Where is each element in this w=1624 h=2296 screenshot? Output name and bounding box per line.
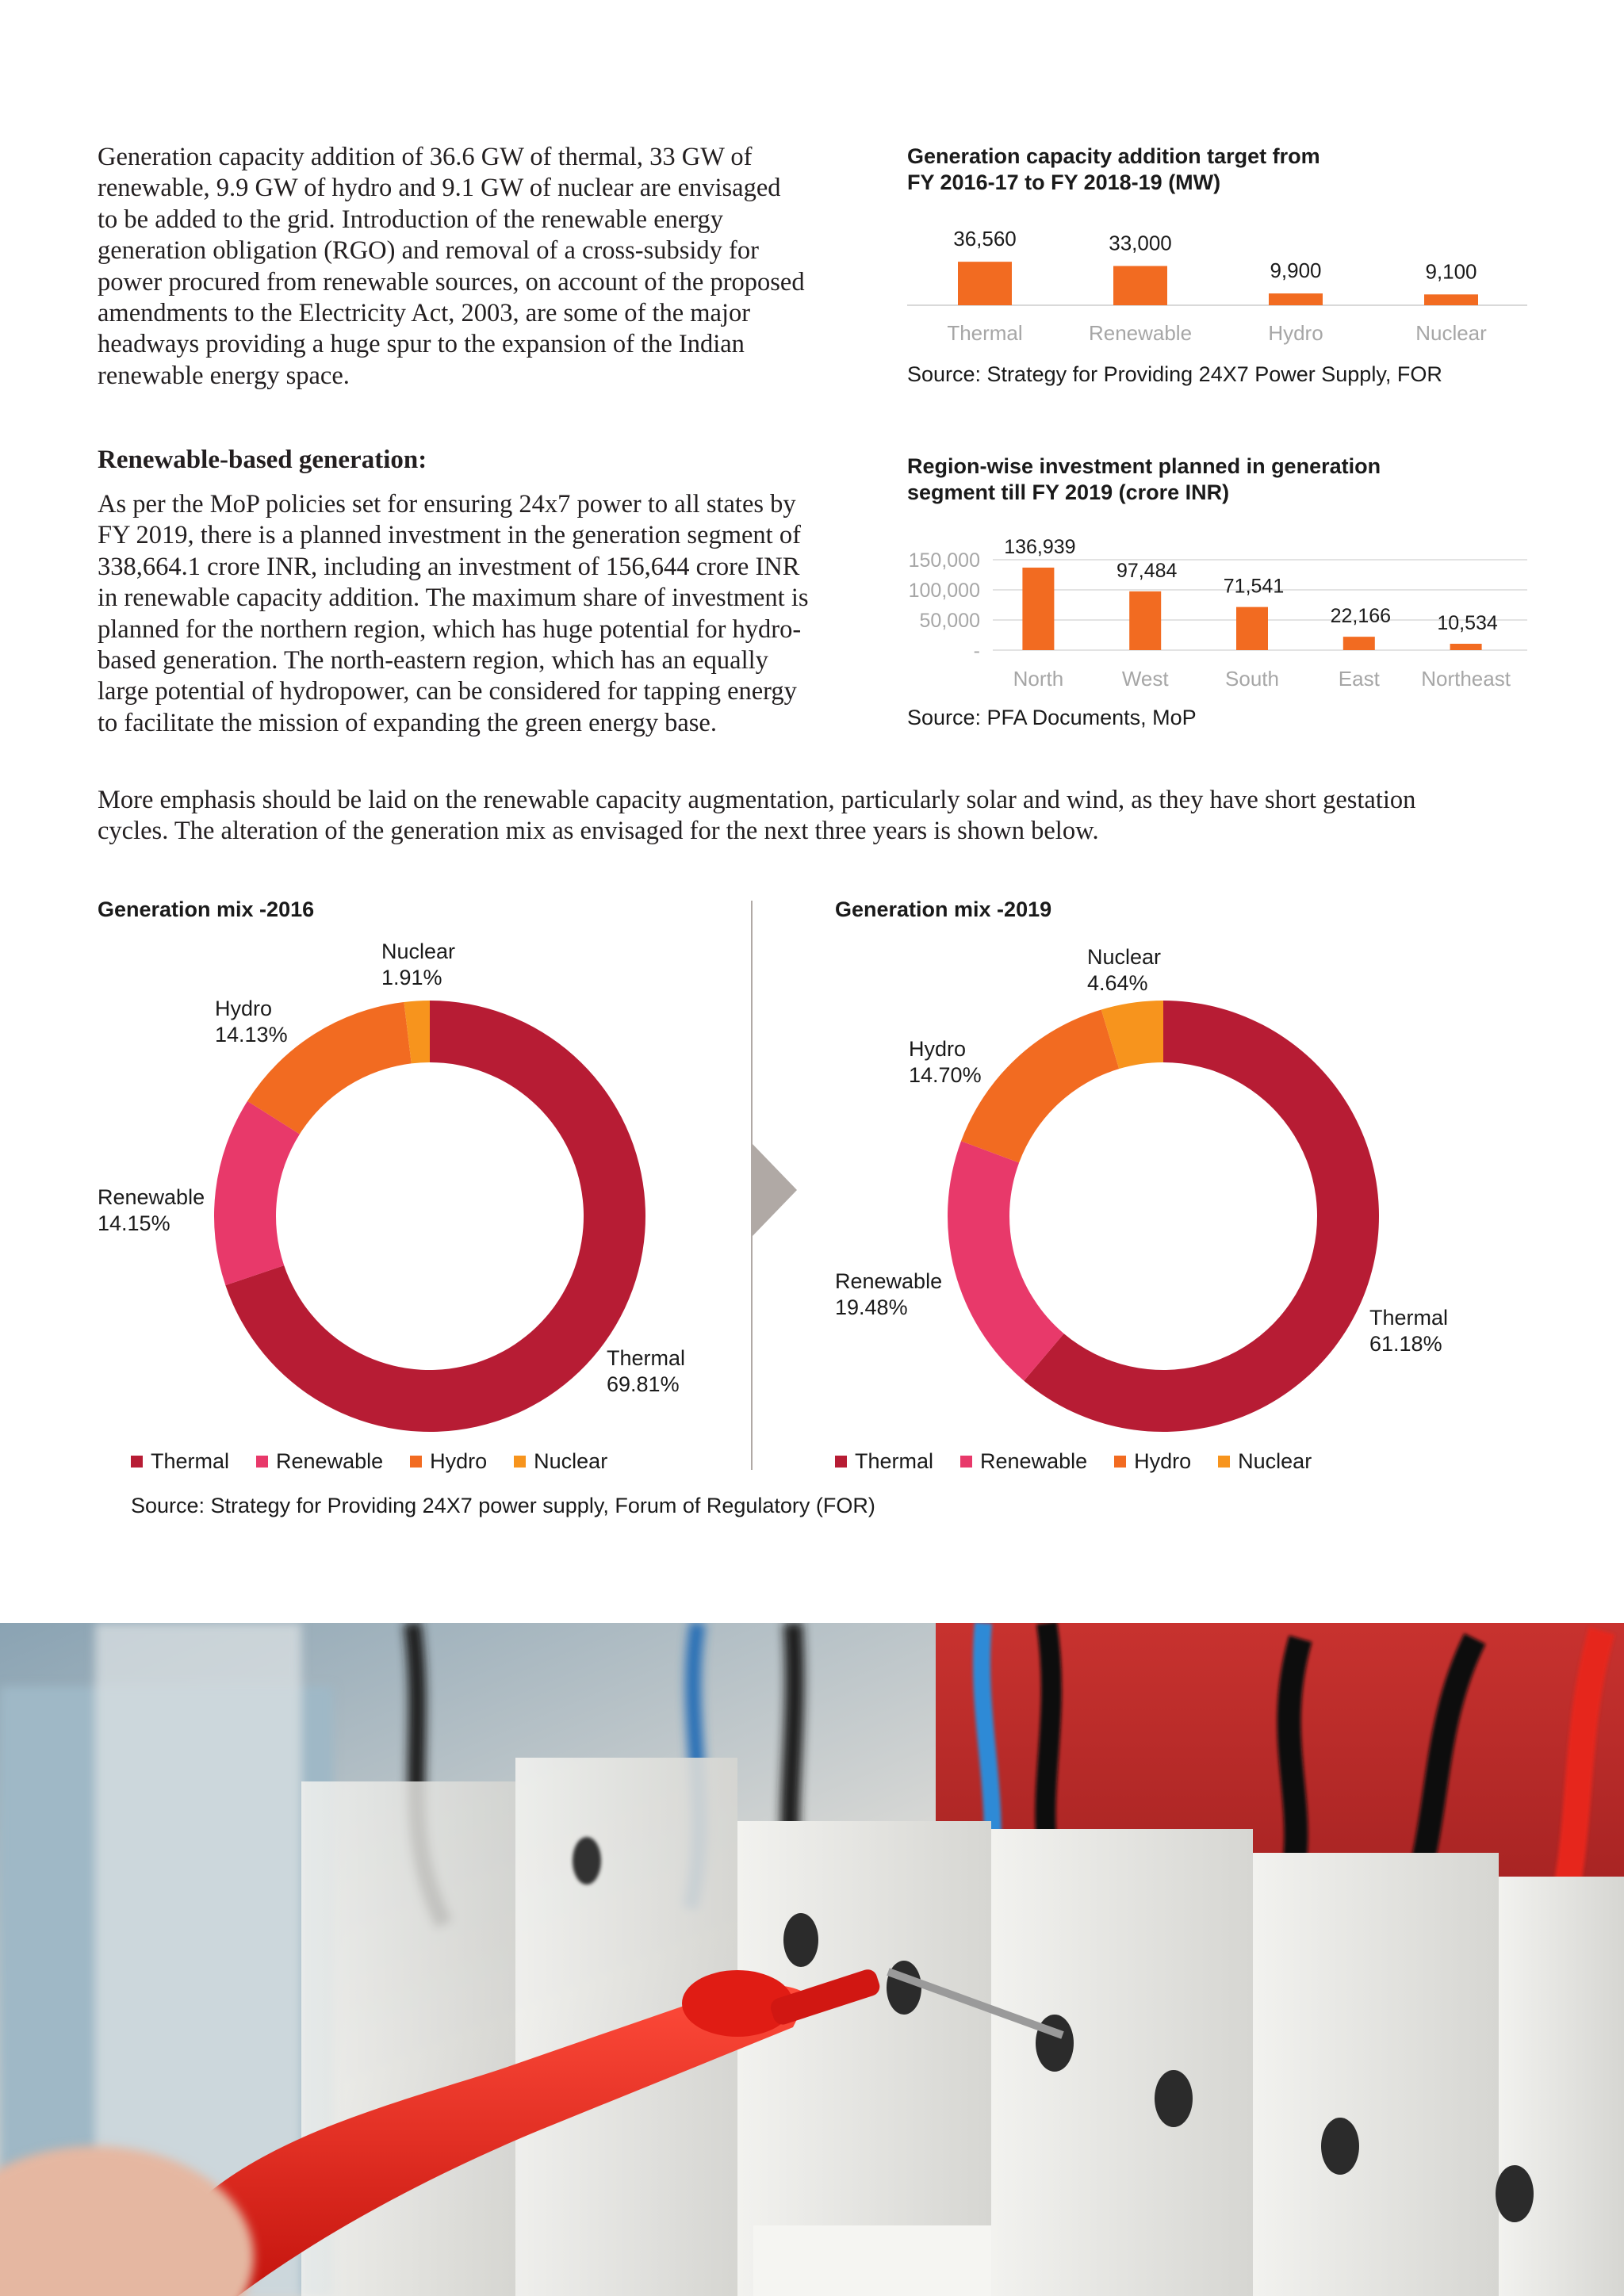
- investment-y-tick-label: 150,000: [908, 549, 980, 572]
- mix-2016-thermal-name: Thermal: [607, 1346, 686, 1370]
- renewable-section-heading: Renewable-based generation:: [98, 446, 427, 474]
- investment-y-tick-label: 50,000: [919, 610, 980, 632]
- electrician-multimeter-probe-photo-icon: [0, 1623, 1624, 2296]
- intro-line: power procured from renewable sources, on account of the proposed: [98, 267, 805, 297]
- renewable-line: to facilitate the mission of expanding the green energy base.: [98, 708, 717, 737]
- intro-line: headways providing a huge spur to the expansion of the Indian: [98, 330, 745, 359]
- legend-item-hydro: [410, 1449, 487, 1474]
- investment-chart-title-line: Region-wise investment planned in generation: [907, 454, 1381, 478]
- mix-2016-renewable-value: 14.15%: [98, 1211, 170, 1235]
- transition-arrow-icon: [753, 1144, 797, 1236]
- investment-source: Source: PFA Documents, MoP: [907, 706, 1197, 729]
- emphasis-line: More emphasis should be laid on the renewable capacity augmentation, particularly solar and wind, as they have short gestation: [98, 786, 1416, 814]
- legend-label: Thermal: [855, 1449, 934, 1473]
- mix-2019-hydro-value: 14.70%: [909, 1063, 982, 1087]
- mix-2019-thermal-value: 61.18%: [1369, 1332, 1442, 1356]
- intro-line: generation obligation (RGO) and removal of a cross-subsidy for: [98, 236, 759, 266]
- mix-2019-legend: [835, 1449, 1339, 1474]
- renewable-line: As per the MoP policies set for ensuring 24x7 power to all states by: [98, 490, 796, 519]
- renewable-swatch-icon: [256, 1456, 268, 1468]
- capacity-chart-title-line: Generation capacity addition target from: [907, 144, 1320, 168]
- investment-value-label: 10,534: [1437, 611, 1498, 634]
- investment-category-label: Northeast: [1421, 667, 1511, 691]
- legend-item-nuclear: [514, 1449, 607, 1474]
- renewable-line: in renewable capacity addition. The maximum share of investment is: [98, 584, 809, 613]
- renewable-line: planned for the northern region, which has huge potential for hydro-: [98, 614, 802, 644]
- capacity-bar: [958, 262, 1012, 305]
- mix-2016-nuclear-name: Nuclear: [381, 939, 456, 963]
- mix-2016-thermal-label: [607, 1345, 685, 1398]
- mix-2019-hydro-name: Hydro: [909, 1037, 967, 1061]
- capacity-chart-title-line: FY 2016-17 to FY 2018-19 (MW): [907, 170, 1221, 194]
- mix-2016-renewable-name: Renewable: [98, 1185, 205, 1209]
- mix-2016-nuclear-value: 1.91%: [381, 966, 442, 989]
- thermal-swatch-icon: [835, 1456, 847, 1468]
- mix-2016-legend: [131, 1449, 634, 1474]
- intro-line: amendments to the Electricity Act, 2003, are some of the major: [98, 299, 751, 328]
- renewable-line: based generation. The north-eastern region, which has an equally: [98, 646, 768, 675]
- investment-chart-title: [907, 453, 1381, 506]
- investment-bar: [1236, 607, 1268, 650]
- capacity-value-label: 33,000: [1109, 231, 1172, 255]
- legend-label: Nuclear: [1238, 1449, 1312, 1473]
- investment-value-label: 71,541: [1223, 575, 1285, 598]
- mix-2016-hydro-value: 14.13%: [215, 1023, 288, 1047]
- mix-2019-renewable-value: 19.48%: [835, 1295, 908, 1319]
- capacity-value-label: 36,560: [953, 227, 1017, 251]
- legend-label: Hydro: [1134, 1449, 1192, 1473]
- legend-item-thermal: [131, 1449, 229, 1474]
- mix-2016-hydro-label: [215, 996, 288, 1048]
- intro-line: Generation capacity addition of 36.6 GW of thermal, 33 GW of: [98, 143, 753, 171]
- thermal-swatch-icon: [131, 1456, 143, 1468]
- capacity-source: Source: Strategy for Providing 24X7 Power Supply, FOR: [907, 362, 1442, 386]
- investment-bar: [1450, 644, 1482, 650]
- mix-2016-thermal-value: 69.81%: [607, 1372, 680, 1396]
- investment-value-label: 22,166: [1330, 605, 1392, 628]
- mix-2016-hydro-name: Hydro: [215, 997, 273, 1020]
- investment-value-label: 97,484: [1116, 559, 1178, 582]
- mix-2019-nuclear-value: 4.64%: [1087, 971, 1148, 995]
- nuclear-swatch-icon: [514, 1456, 526, 1468]
- investment-category-label: East: [1338, 667, 1380, 691]
- mix-2019-thermal-name: Thermal: [1369, 1306, 1449, 1330]
- renewable-paragraph: [98, 489, 809, 739]
- capacity-bar: [1269, 293, 1323, 305]
- investment-bar: [1129, 591, 1161, 650]
- mix-2019-hydro-label: [909, 1036, 982, 1089]
- intro-line: renewable energy space.: [98, 361, 350, 390]
- legend-label: Thermal: [151, 1449, 230, 1473]
- legend-label: Nuclear: [534, 1449, 608, 1473]
- investment-y-tick-label: -: [973, 640, 980, 662]
- mix-2019-renewable-name: Renewable: [835, 1269, 943, 1293]
- renewable-line: large potential of hydropower, can be considered for tapping energy: [98, 677, 797, 706]
- hydro-swatch-icon: [410, 1456, 422, 1468]
- investment-category-label: South: [1225, 667, 1279, 691]
- legend-item-renewable: [960, 1449, 1087, 1474]
- mix-2016-renewable-label: [98, 1184, 205, 1237]
- legend-label: Renewable: [980, 1449, 1088, 1473]
- investment-category-label: West: [1121, 667, 1169, 691]
- capacity-category-label: Thermal: [947, 321, 1023, 345]
- mix-2019-nuclear-label: [1087, 944, 1161, 997]
- emphasis-line: cycles. The alteration of the generation mix as envisaged for the next three years is shown below.: [98, 817, 1099, 846]
- renewable-swatch-icon: [960, 1456, 972, 1468]
- investment-chart-title-line: segment till FY 2019 (crore INR): [907, 480, 1230, 504]
- intro-line: to be added to the grid. Introduction of the renewable energy: [98, 205, 724, 234]
- donut-slice-hydro: [961, 1009, 1119, 1162]
- hydro-swatch-icon: [1114, 1456, 1126, 1468]
- investment-y-tick-label: 100,000: [908, 580, 980, 602]
- capacity-chart-title: [907, 144, 1320, 196]
- intro-line: renewable, 9.9 GW of hydro and 9.1 GW of nuclear are envisaged: [98, 174, 781, 203]
- mix-2019-donut-chart: [946, 999, 1381, 1433]
- mix-2019-title: Generation mix -2019: [835, 897, 1052, 921]
- legend-label: Renewable: [276, 1449, 384, 1473]
- mix-2016-title: Generation mix -2016: [98, 897, 315, 921]
- mix-2016-nuclear-label: [381, 939, 455, 991]
- mix-2019-thermal-label: [1369, 1305, 1448, 1357]
- capacity-category-label: Hydro: [1268, 321, 1323, 345]
- capacity-category-label: Renewable: [1088, 321, 1193, 345]
- capacity-bar: [1113, 266, 1167, 306]
- donut-slice-renewable: [948, 1141, 1064, 1380]
- legend-item-hydro: [1114, 1449, 1191, 1474]
- investment-value-label: 136,939: [1004, 535, 1076, 558]
- investment-bar-chart: [904, 523, 1538, 698]
- legend-item-nuclear: [1218, 1449, 1312, 1474]
- capacity-category-label: Nuclear: [1415, 321, 1487, 345]
- mix-2019-nuclear-name: Nuclear: [1087, 945, 1162, 969]
- intro-paragraph: [98, 142, 805, 392]
- nuclear-swatch-icon: [1218, 1456, 1230, 1468]
- mix-2016-donut-chart: [213, 999, 647, 1433]
- donut-slice-renewable: [214, 1101, 300, 1285]
- mix-2019-renewable-label: [835, 1269, 942, 1321]
- legend-label: Hydro: [430, 1449, 488, 1473]
- capacity-value-label: 9,900: [1270, 258, 1322, 283]
- investment-bar: [1022, 568, 1054, 650]
- legend-item-thermal: [835, 1449, 933, 1474]
- capacity-bar: [1424, 294, 1478, 305]
- legend-item-renewable: [256, 1449, 383, 1474]
- capacity-bar-chart: [904, 206, 1530, 349]
- renewable-line: FY 2019, there is a planned investment in the generation segment of: [98, 521, 801, 550]
- capacity-value-label: 9,100: [1425, 259, 1477, 284]
- investment-bar: [1343, 637, 1375, 650]
- investment-category-label: North: [1013, 667, 1064, 691]
- emphasis-paragraph: [98, 785, 1415, 848]
- mix-source: Source: Strategy for Providing 24X7 power supply, Forum of Regulatory (FOR): [131, 1494, 875, 1517]
- renewable-line: 338,664.1 crore INR, including an investment of 156,644 crore INR: [98, 552, 800, 581]
